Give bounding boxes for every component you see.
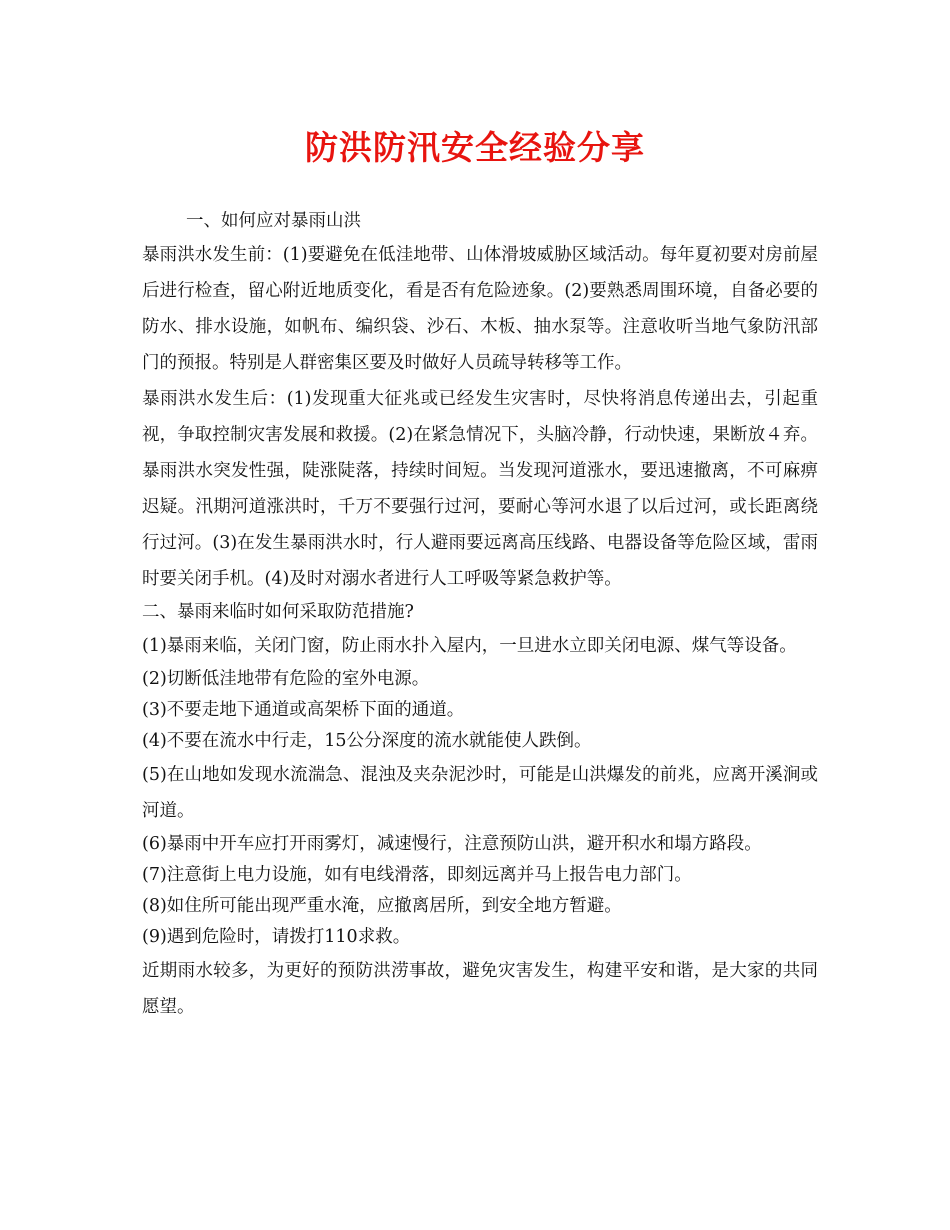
measure-item-6: (6)暴雨中开车应打开雨雾灯，减速慢行，注意预防山洪，避开积水和塌方路段。 bbox=[142, 834, 762, 854]
closing-paragraph: 近期雨水较多，为更好的预防洪涝事故，避免灾害发生，构建平安和谐，是大家的共同愿望。 bbox=[142, 961, 818, 1017]
document-body bbox=[142, 206, 818, 1025]
measure-item-3: (3)不要走地下通道或高架桥下面的通道。 bbox=[142, 700, 465, 720]
measure-item-1: (1)暴雨来临，关闭门窗，防止雨水扑入屋内，一旦进水立即关闭电源、煤气等设备。 bbox=[142, 636, 797, 656]
measure-item-7: (7)注意街上电力设施，如有电线滑落，即刻远离并马上报告电力部门。 bbox=[142, 865, 692, 885]
measure-item-4: (4)不要在流水中行走，15公分深度的流水就能使人跌倒。 bbox=[142, 731, 592, 751]
paragraph-before-flood: 暴雨洪水发生前：(1)要避免在低洼地带、山体滑坡威胁区域活动。每年夏初要对房前屋后进行检查，留心附近地质变化，看是否有危险迹象。(2)要熟悉周围环境，自备必要的防水、排水设施，如帆布、编织袋、沙石、木板、抽水泵等。注意收听当地气象防汛部门的预报。特别是人群密集区要及时做好人员疏导转移等工作。 bbox=[142, 245, 818, 373]
document-title: 防洪防汛安全经验分享 bbox=[305, 128, 645, 167]
paragraph-after-flood: 暴雨洪水发生后：(1)发现重大征兆或已经发生灾害时，尽快将消息传递出去，引起重视，争取控制灾害发展和救援。(2)在紧急情况下，头脑冷静，行动快速，果断放４弃。暴雨洪水突发性强，陡涨陡落，持续时间短。当发现河道涨水，要迅速撤离，不可麻痹迟疑。汛期河道涨洪时，千万不要强行过河，要耐心等河水退了以后过河，或长距离绕行过河。(3)在发生暴雨洪水时，行人避雨要远离高压线路、电器设备等危险区域，雷雨时要关闭手机。(4)及时对溺水者进行人工呼吸等紧急救护等。 bbox=[142, 389, 818, 589]
measure-item-9: (9)遇到危险时，请拨打110求救。 bbox=[142, 927, 411, 947]
measure-item-8: (8)如住所可能出现严重水淹，应撤离居所，到安全地方暂避。 bbox=[142, 896, 622, 916]
measure-item-2: (2)切断低洼地带有危险的室外电源。 bbox=[142, 669, 430, 689]
measure-item-5: (5)在山地如发现水流湍急、混浊及夹杂泥沙时，可能是山洪爆发的前兆，应离开溪涧或河道。 bbox=[142, 765, 818, 821]
section-heading-2: 二、暴雨来临时如何采取防范措施? bbox=[142, 602, 414, 622]
section-heading-1: 一、如何应对暴雨山洪 bbox=[186, 211, 361, 231]
